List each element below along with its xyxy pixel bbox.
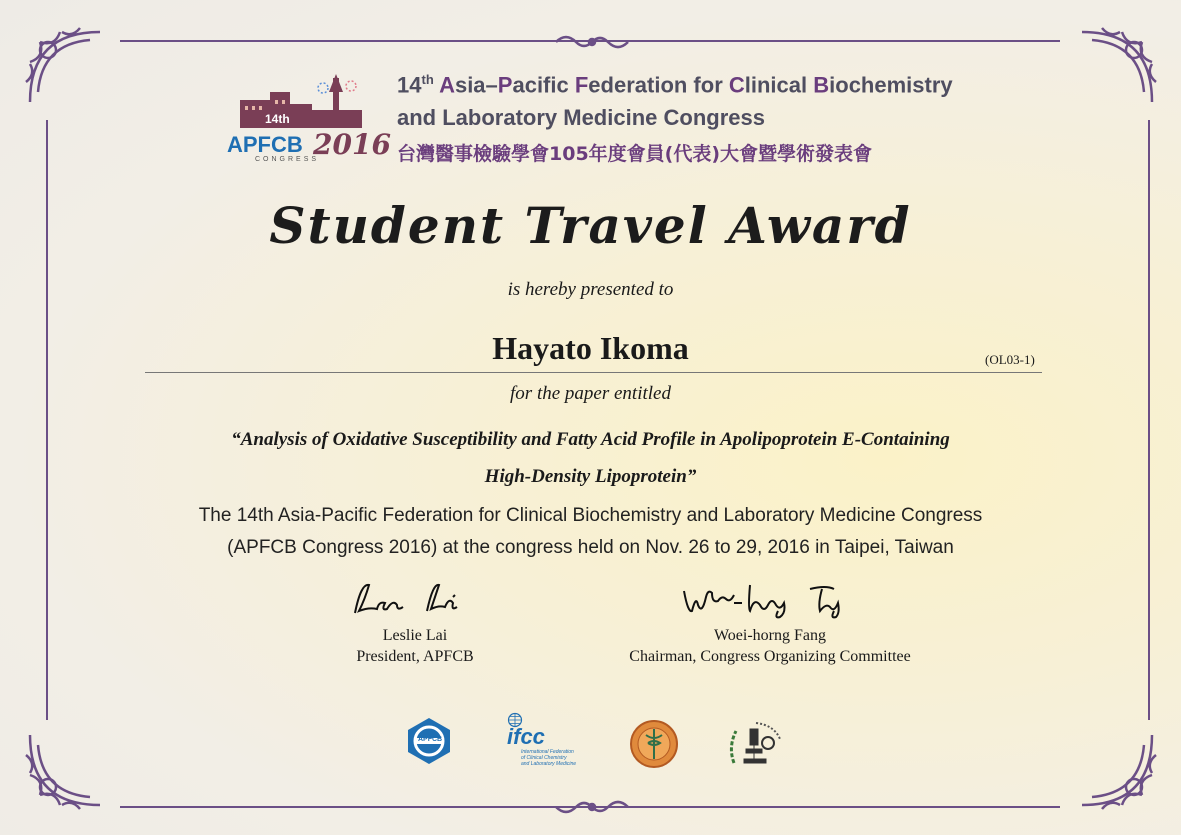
apfcb-emblem-text: APFCB	[418, 736, 443, 743]
signature-block-chairman	[600, 575, 940, 667]
logo-year: 2016	[313, 128, 391, 161]
caduceus-seal-icon	[629, 719, 679, 769]
logo-acronym: APFCB	[227, 132, 303, 157]
ifcc-caption-3: and Laboratory Medicine	[521, 761, 577, 767]
header-title-line1: 14th Asia–Pacific Federation for Clinical Biochemistry	[397, 72, 953, 98]
signatory-name: Leslie Lai	[382, 627, 448, 644]
corner-ornament-top-right	[1072, 22, 1162, 112]
ifcc-logo	[505, 712, 595, 768]
ifcc-wordmark: ifcc	[507, 724, 545, 749]
signature-block-president	[310, 575, 520, 667]
signatory-role: President, APFCB	[356, 648, 474, 665]
apfcb-emblem-logo	[404, 716, 454, 766]
description-line2: (APFCB Congress 2016) at the congress held on Nov. 26 to 29, 2016 in Taipei, Taiwan	[227, 537, 954, 558]
top-center-ornament	[552, 30, 632, 54]
paper-intro: for the paper entitled	[510, 383, 671, 404]
name-underline	[145, 372, 1042, 373]
signatory-name: Woei-horng Fang	[713, 627, 827, 644]
corner-ornament-bottom-right	[1072, 725, 1162, 815]
ifcc-caption-2: of Clinical Chemistry	[521, 755, 567, 761]
header-chinese-subtitle: 台灣醫事檢驗學會105年度會員(代表)大會暨學術發表會	[397, 143, 873, 165]
logo-caption: CONGRESS	[255, 156, 320, 163]
reference-code: (OL03-1)	[985, 352, 1035, 367]
ifcc-caption-1: International Federation	[521, 749, 574, 755]
handwritten-signature-leslie-lai	[345, 575, 485, 625]
signatory-role: Chairman, Congress Organizing Committee	[629, 648, 911, 665]
paper-title-line1: “Analysis of Oxidative Susceptibility and Fatty Acid Profile in Apolipoprotein E-Containing	[231, 429, 950, 450]
logo-ordinal: 14th	[265, 112, 290, 126]
corner-ornament-bottom-left	[20, 725, 110, 815]
microscope-laurel-icon	[726, 719, 782, 771]
description-line1: The 14th Asia-Pacific Federation for Clinical Biochemistry and Laboratory Medicine Congress	[198, 505, 983, 526]
handwritten-signature-woei-horng-fang	[670, 575, 870, 625]
apfcb-2016-congress-logo	[225, 70, 391, 165]
paper-title-line2: High-Density Lipoprotein”	[484, 466, 697, 487]
bottom-center-ornament	[552, 795, 632, 819]
award-title: Student Travel Award	[269, 196, 912, 255]
presented-line: is hereby presented to	[507, 279, 674, 300]
recipient-name: Hayato Ikoma	[492, 330, 689, 366]
corner-ornament-top-left	[20, 22, 110, 112]
header-title-line2: and Laboratory Medicine Congress	[397, 105, 765, 130]
